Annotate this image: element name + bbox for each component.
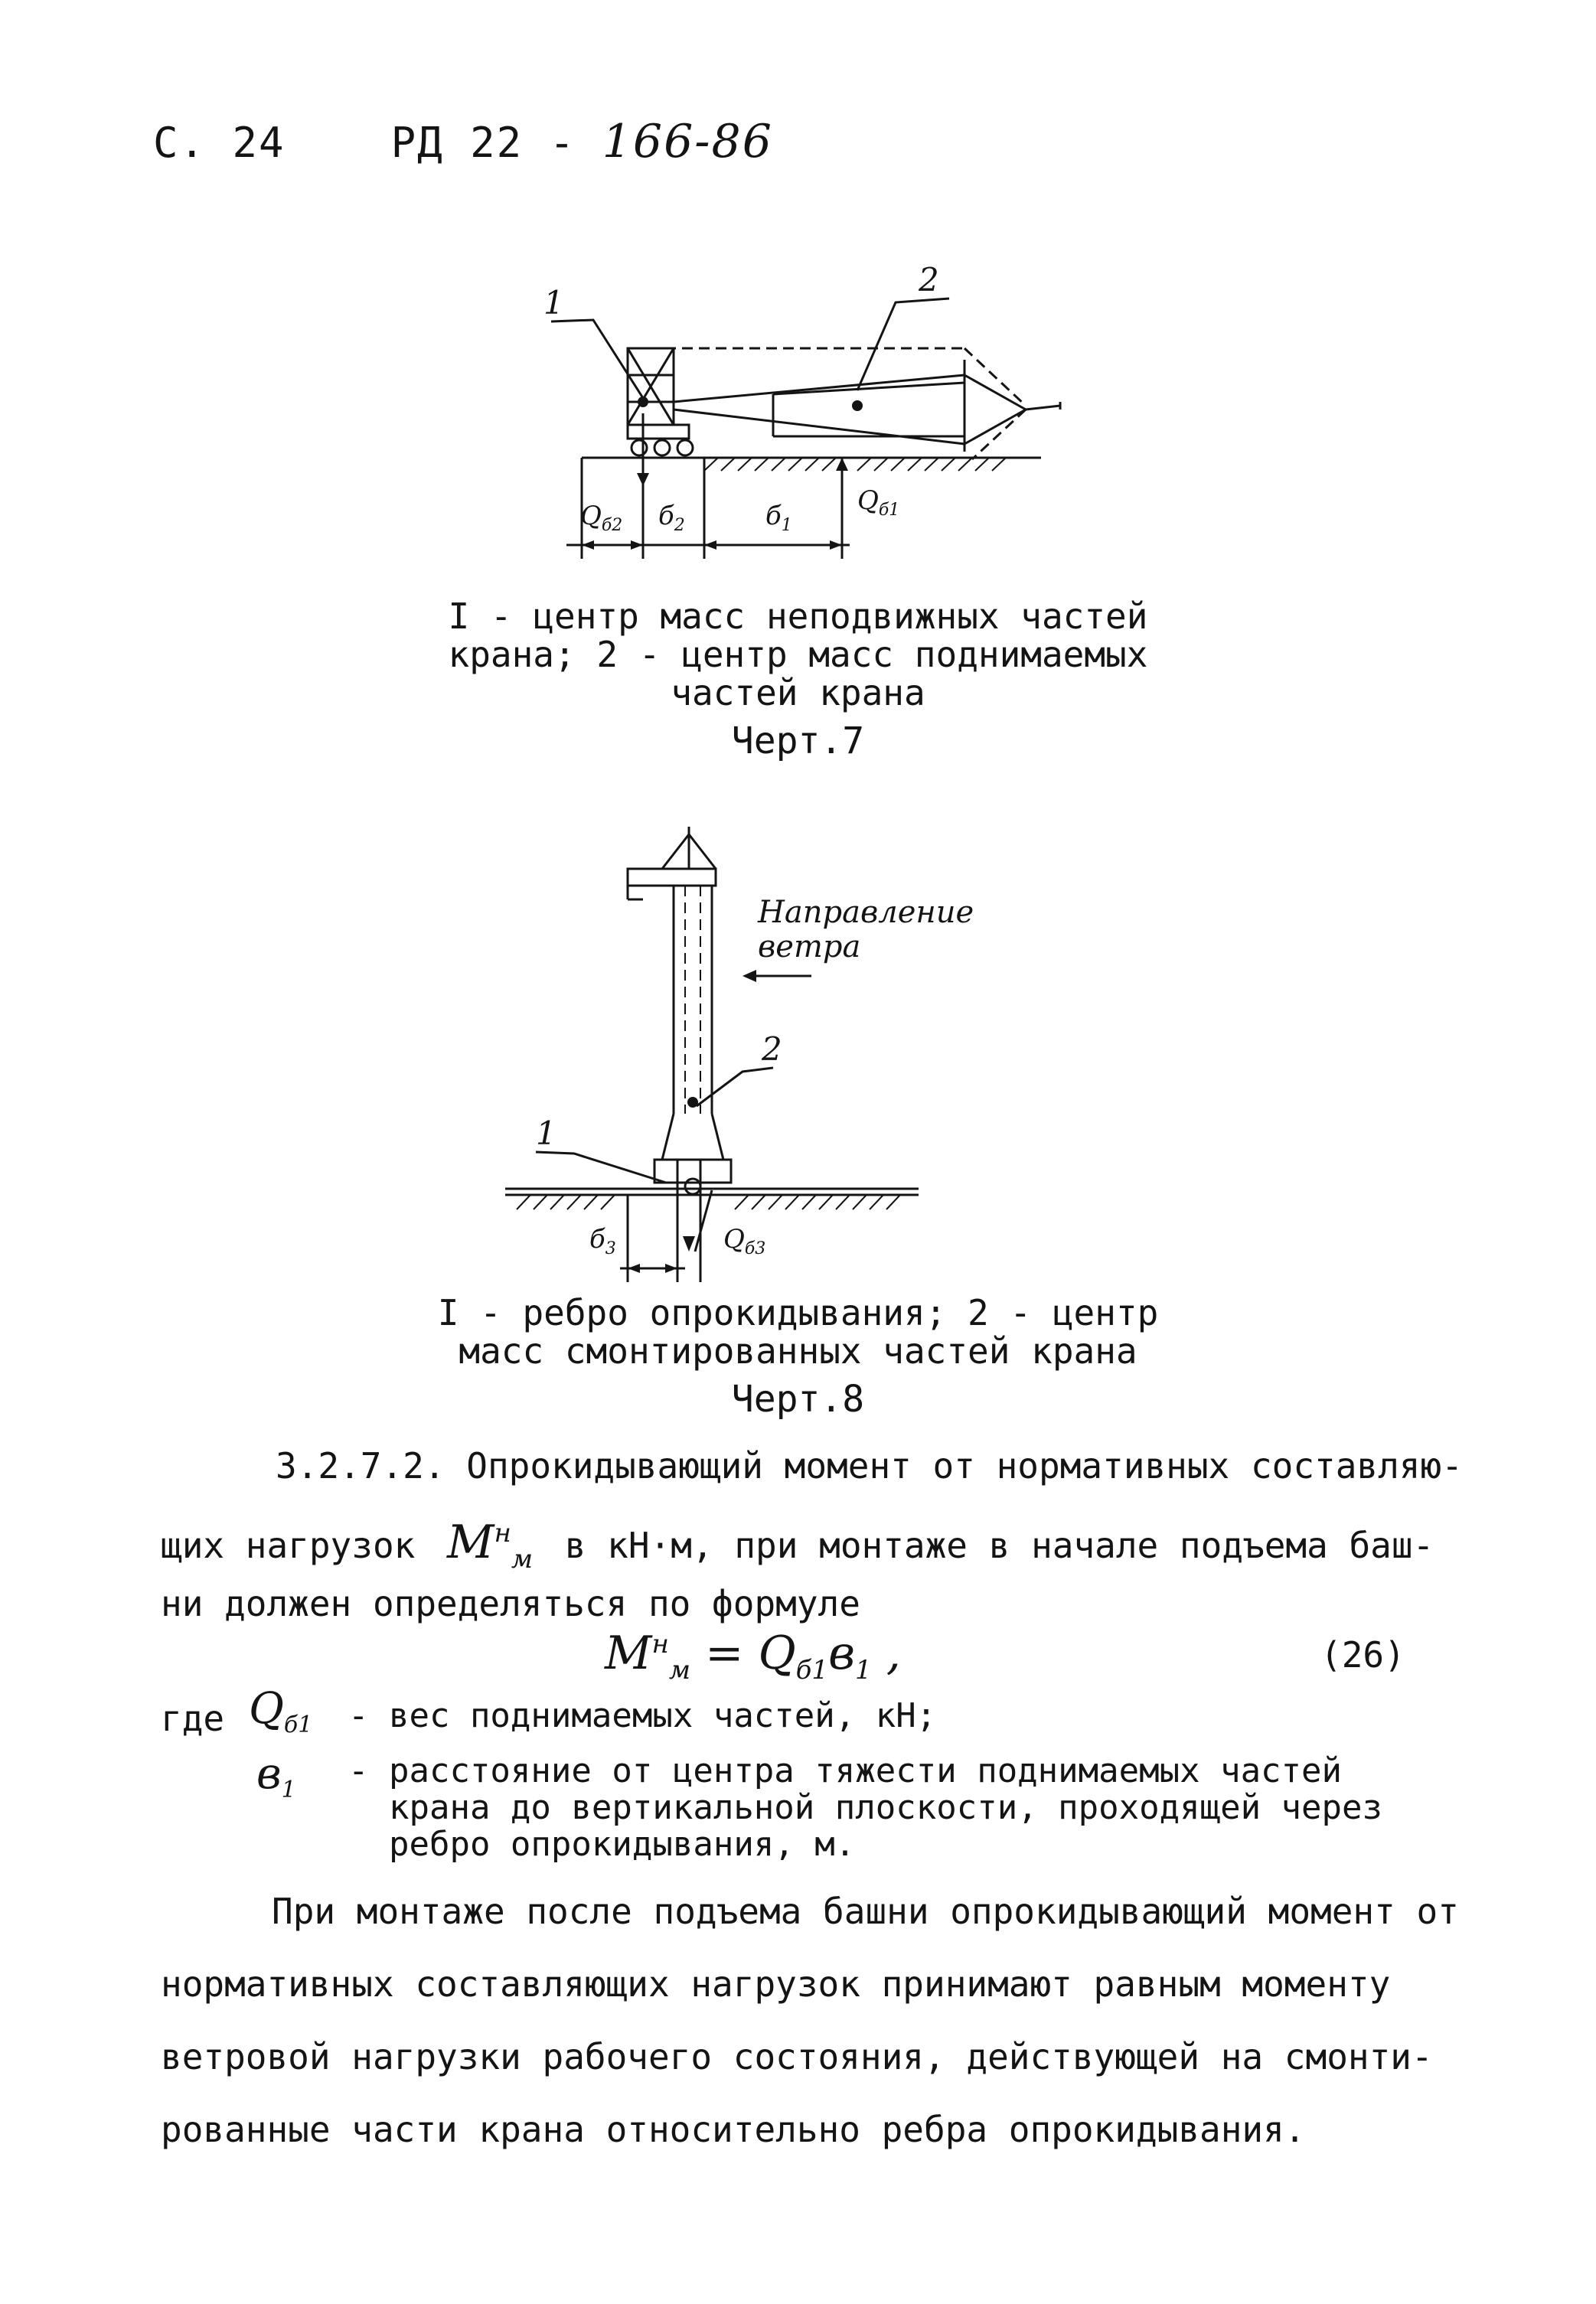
fig8-dim-b3: $б_3$ <box>589 1224 616 1258</box>
formula-number: (26) <box>1320 1634 1405 1676</box>
wind-direction-label: Направление <box>758 895 974 930</box>
closing-line-3: ветровой нагрузки рабочего состояния, действующей на смонти- <box>161 2036 1433 2077</box>
figure-8-caption-line: I - ребро опрокидывания; 2 - центр <box>437 1292 1159 1333</box>
fig8-callout-1: 1 <box>536 1114 556 1152</box>
section-line-2: щих нагрузок $M^н_м$ в кН·м, при монтаже в начале подъема баш- <box>161 1516 1434 1575</box>
section-line-3: ни должен определяться по формуле <box>161 1583 860 1624</box>
figure-7-caption-line: частей крана <box>671 672 925 713</box>
def-text-b: - расстояние от центра тяжести поднимаемых частей крана до вертикальной плоскости, проходящей через ребро опрокидывания, м. <box>348 1751 1383 1864</box>
closing-line-4: рованные части крана относительно ребра опрокидывания. <box>161 2109 1306 2150</box>
fig7-callout-2: 2 <box>919 261 939 299</box>
center-of-mass-2-marker <box>852 400 863 411</box>
figure-7-caption-line: I - центр масс неподвижных частей <box>448 596 1148 637</box>
center-of-mass-1-marker <box>638 397 648 407</box>
fig7-callout-1: 1 <box>543 284 564 321</box>
moment-symbol-inline: $M^н_м$ <box>447 1516 534 1575</box>
figure-7-caption-line: крана; 2 - центр масс поднимаемых <box>448 634 1148 675</box>
figure-7-drawing <box>521 260 1072 566</box>
doc-number-handwritten: 166-86 <box>602 115 773 168</box>
figure-7-label: Черт.7 <box>731 720 865 762</box>
figure-8-label: Черт.8 <box>731 1378 865 1421</box>
def-symbol-b: $в_1$ <box>256 1749 296 1804</box>
where-label: где <box>161 1698 225 1739</box>
figure-7-caption <box>0 597 1596 712</box>
doc-prefix: РД 22 - <box>390 119 576 167</box>
section-line-1: 3.2.7.2. Опрокидывающий момент от нормативных составляю- <box>276 1445 1463 1487</box>
figure-8-caption-line: масс смонтированных частей крана <box>459 1330 1137 1372</box>
def-text-q: - вес поднимаемых частей, кН; <box>348 1696 937 1735</box>
fig7-dim-b1: $б_1$ <box>765 501 792 535</box>
fig8-dim-q3: $Q_{б3}$ <box>723 1224 766 1258</box>
fig7-dim-q1: $Q_{б1}$ <box>857 485 900 520</box>
closing-line-2: нормативных составляющих нагрузок принимают равным моменту <box>161 1963 1391 2005</box>
fig7-dim-b2: $б_2$ <box>658 501 685 535</box>
center-of-mass-2-marker <box>687 1097 698 1108</box>
fig8-callout-2: 2 <box>762 1030 782 1068</box>
page-label: С. 24 <box>153 119 286 167</box>
formula-expression: $M^н_м = Q_{б1}в_1$ , <box>605 1627 901 1686</box>
fig7-dim-q2: $Q_{б2}$ <box>580 501 623 535</box>
figure-8-drawing <box>490 823 1026 1282</box>
def-symbol-q: $Q_{б1}$ <box>249 1684 313 1739</box>
wind-direction-label-2: ветра <box>758 929 861 964</box>
figure-8-caption <box>0 1294 1596 1370</box>
page-header <box>153 115 773 168</box>
closing-line-1: При монтаже после подъема башни опрокидывающий момент от <box>272 1891 1459 1932</box>
formula-26 <box>0 1627 1596 1688</box>
